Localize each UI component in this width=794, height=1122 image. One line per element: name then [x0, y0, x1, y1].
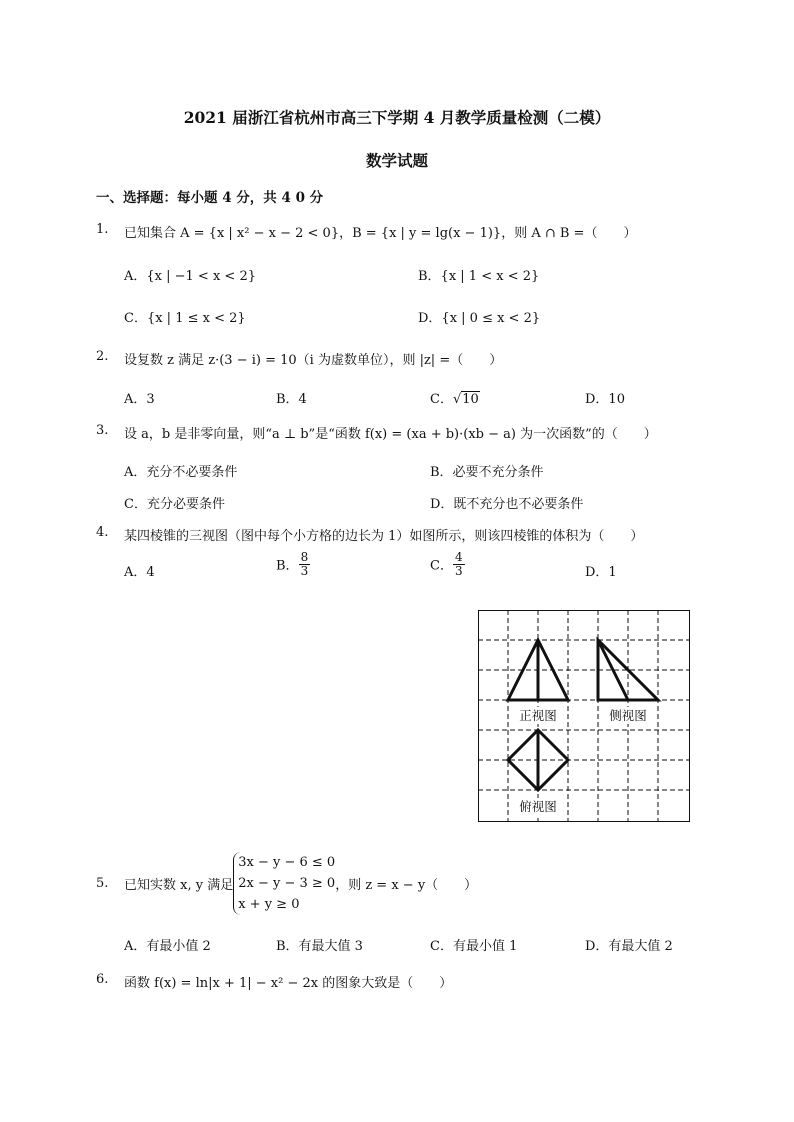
- top-view-label: 俯视图: [519, 799, 557, 814]
- q2-number: 2.: [96, 349, 109, 364]
- q4-option-b: [276, 551, 310, 577]
- q5-stem-post: ，则 z = x − y（ ）: [335, 878, 478, 893]
- three-view-figure: [478, 610, 690, 822]
- q1-stem: 已知集合 A = {x | x² − x − 2 < 0}，B = {x | y = lg(x − 1)}，则 A ∩ B =（ ）: [124, 226, 637, 241]
- q2-stem: 设复数 z 满足 z·(3 − i) = 10（i 为虚数单位），则 |z| =（ ）: [124, 353, 503, 368]
- q3-option-a: A．充分不必要条件: [124, 465, 238, 480]
- section-heading-choice: 一、选择题：每小题 4 分，共 4 0 分: [96, 190, 324, 206]
- q4-option-c-numerator: 4: [454, 550, 463, 564]
- q1-option-d: D．{x | 0 ≤ x < 2}: [418, 311, 541, 326]
- q4-number: 4.: [96, 525, 109, 540]
- q5-stem-pre: 已知实数 x, y 满足: [124, 878, 234, 893]
- q1-number: 1.: [96, 222, 109, 237]
- q5-option-a: A．有最小值 2: [124, 939, 211, 954]
- q3-option-b: B．必要不充分条件: [430, 465, 544, 480]
- q4-option-b-numerator: 8: [300, 550, 309, 564]
- q3-option-d: D．既不充分也不必要条件: [430, 497, 584, 512]
- q3-number: 3.: [96, 423, 109, 438]
- q1-option-c: C．{x | 1 ≤ x < 2}: [124, 311, 246, 326]
- q2-option-c: C．√10: [430, 392, 479, 407]
- q4-option-c-denominator: 3: [454, 563, 463, 578]
- q2-option-b: B．4: [276, 392, 307, 407]
- document-subtitle: 数学试题: [365, 151, 428, 170]
- q5-stem: [124, 852, 477, 915]
- q4-option-b-fraction: [299, 551, 311, 577]
- q5-option-d: D．有最大值 2: [585, 939, 673, 954]
- document-title: 2021 届浙江省杭州市高三下学期 4 月教学质量检测（二模）: [183, 108, 611, 127]
- q5-ineq-2: 2x − y − 3 ≥ 0: [238, 876, 336, 891]
- q4-stem: 某四棱锥的三视图（图中每个小方格的边长为 1）如图所示，则该四棱锥的体积为（ ）: [124, 529, 644, 544]
- q2-option-c-label: C．: [430, 392, 453, 407]
- q4-option-b-denominator: 3: [300, 563, 309, 578]
- q2-option-c-radicand: 10: [462, 392, 479, 407]
- q4-option-c-label: C．: [430, 558, 453, 574]
- q5-number: 5.: [96, 876, 109, 891]
- q4-option-d: D．1: [585, 565, 617, 580]
- q5-option-c: C．有最小值 1: [430, 939, 518, 954]
- q3-option-c: C．充分必要条件: [124, 497, 225, 512]
- q1-option-b: B．{x | 1 < x < 2}: [418, 269, 540, 284]
- q3-stem: 设 a，b 是非零向量，则“a ⊥ b”是“函数 f(x) = (xa + b)·(xb − a) 为一次函数”的（ ）: [124, 427, 657, 442]
- q6-number: 6.: [96, 972, 109, 987]
- q5-ineq-1: 3x − y − 6 ≤ 0: [238, 855, 336, 870]
- q2-option-a: A．3: [124, 392, 155, 407]
- q5-ineq-3: x + y ≥ 0: [238, 897, 300, 912]
- front-view-label: 正视图: [519, 708, 557, 723]
- q4-option-a: A．4: [124, 565, 155, 580]
- q4-option-c-fraction: [453, 551, 465, 577]
- q5-option-b: B．有最大值 3: [276, 939, 363, 954]
- q2-option-d: D．10: [585, 392, 625, 407]
- side-view-label: 侧视图: [609, 708, 647, 723]
- q4-option-c: [430, 551, 465, 577]
- q5-constraint-system: [233, 852, 335, 915]
- q1-option-a: A．{x | −1 < x < 2}: [124, 269, 256, 284]
- q6-stem: 函数 f(x) = ln|x + 1| − x² − 2x 的图象大致是（ ）: [124, 976, 453, 991]
- q4-option-b-label: B．: [276, 558, 299, 574]
